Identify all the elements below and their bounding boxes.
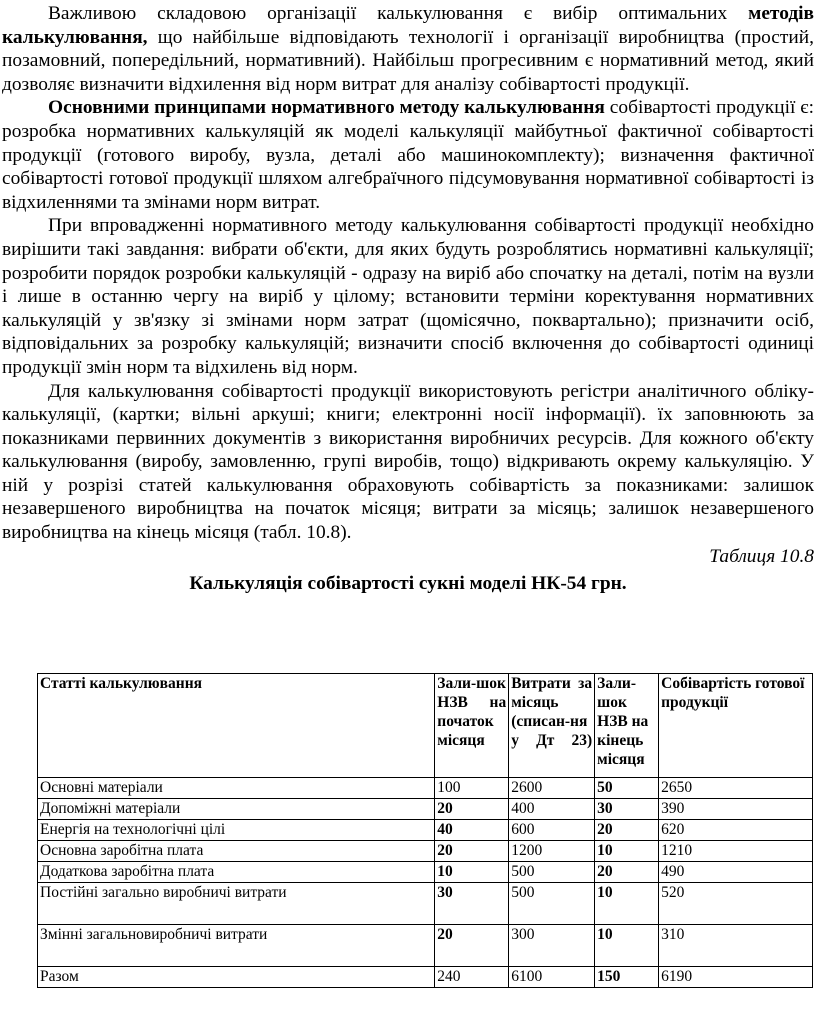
row-start: 20 (435, 841, 509, 862)
row-name: Постійні загально виробничі витрати (38, 883, 435, 925)
table-number: Таблиця 10.8 (709, 545, 814, 567)
paragraph-1-text-a: Важливою складовою організації калькулювання є вибір оптимальних (48, 3, 749, 24)
paragraph-2-bold: Основними принципами нормативного методу калькулювання (48, 97, 605, 119)
row-start: 20 (435, 799, 509, 820)
row-end: 20 (595, 862, 659, 883)
row-cost: 310 (659, 925, 813, 967)
row-start: 240 (435, 967, 509, 988)
row-spent: 300 (509, 925, 595, 967)
row-name: Основна заробітна плата (38, 841, 435, 862)
calculation-table (37, 673, 813, 988)
paragraph-2-text: собівартості продукції є: розробка нормативних калькуляцій як моделі калькуляції майбутньої фактичної собівартості продукції (готового виробу, вузла, деталі або машинокомплекту); визначення фактичної собівартості готової продукції шляхом алгебраїчного підсумовування нормативної собівартості із відхиленнями та змінами норм витрат. (2, 97, 814, 213)
row-cost: 620 (659, 820, 813, 841)
row-spent: 6100 (509, 967, 595, 988)
paragraph-1-text-c: що найбільше відповідають технології і організації виробництва (простий, позамовний, попередільний, нормативний). Найбільш прогресивним є нормативний метод, який дозволяє визначити відхилення від норм витрат для аналізу собівартості продукції. (2, 26, 814, 95)
header-wip-start: Зали-шок НЗВ на початок місяця (435, 674, 509, 778)
row-spent: 2600 (509, 778, 595, 799)
header-cost-items: Статті калькулювання (38, 674, 435, 778)
row-start: 20 (435, 925, 509, 967)
paragraph-4: Для калькулювання собівартості продукції використовують регістри аналітичного обліку-калькуляції, (картки; вільні аркуші; книги; електронні носії інформації). їх заповнюють за показниками первинних документів з використання виробничих ресурсів. Для кожного об'єкту калькулювання (виробу, замовленню, групі виробів, тощо) відкривають окрему калькуляцію. У ній у розрізі статей калькулювання обраховують собівартість за показниками: залишок незавершеного виробництва на початок місяця; витрати за місяць; залишок незавершеного виробництва на кінець місяця (табл. 10.8). (2, 380, 814, 544)
paragraph-3: При впровадженні нормативного методу калькулювання собівартості продукції необхідно вирішити такі завдання: вибрати об'єкти, для яких будуть розроблятись нормативні калькуляції; розробити порядок розробки калькуляцій - одразу на виріб або спочатку на деталі, потім на вузли і лише в останню чергу на виріб у цілому; встановити терміни коректування нормативних калькуляцій у зв'язку зі змінами норм затрат (щомісячно, поквартально); призначити осіб, відповідальних за розробку калькуляцій; визначити спосіб включення до собівартості одиниці продукції змін норм та відхилень від норм. (2, 215, 814, 378)
paragraph-1 (2, 2, 814, 96)
row-spent: 500 (509, 862, 595, 883)
row-cost: 1210 (659, 841, 813, 862)
row-start: 40 (435, 820, 509, 841)
row-end: 10 (595, 841, 659, 862)
row-end: 150 (595, 967, 659, 988)
header-spent-month: Витрати за місяць (списан-ня у Дт 23) (509, 674, 595, 778)
table-title: Калькуляція собівартості сукні моделі НК-54 грн. (189, 573, 627, 595)
row-name: Допоміжні матеріали (38, 799, 435, 820)
row-cost: 390 (659, 799, 813, 820)
row-cost: 520 (659, 883, 813, 925)
row-end: 50 (595, 778, 659, 799)
row-end: 10 (595, 925, 659, 967)
table-row (38, 862, 813, 883)
table-row (38, 883, 813, 925)
row-cost: 6190 (659, 967, 813, 988)
table-row (38, 820, 813, 841)
paragraph-2 (2, 96, 814, 214)
row-name: Енергія на технологічні цілі (38, 820, 435, 841)
row-start: 30 (435, 883, 509, 925)
row-name: Разом (38, 967, 435, 988)
paragraph-1-bold: методів калькулювання, (2, 3, 814, 48)
row-cost: 2650 (659, 778, 813, 799)
row-spent: 500 (509, 883, 595, 925)
document-page (2, 2, 814, 596)
row-name: Змінні загальновиробничі витрати (38, 925, 435, 967)
table-total-row (38, 967, 813, 988)
row-start: 100 (435, 778, 509, 799)
row-spent: 400 (509, 799, 595, 820)
row-end: 10 (595, 883, 659, 925)
row-spent: 1200 (509, 841, 595, 862)
table-row (38, 799, 813, 820)
row-end: 30 (595, 799, 659, 820)
row-cost: 490 (659, 862, 813, 883)
row-name: Додаткова заробітна плата (38, 862, 435, 883)
header-finished-cost: Собівартість готової продукції (659, 674, 813, 778)
row-spent: 600 (509, 820, 595, 841)
row-start: 10 (435, 862, 509, 883)
table-header-row (38, 674, 813, 778)
table-row (38, 925, 813, 967)
table-row (38, 778, 813, 799)
row-end: 20 (595, 820, 659, 841)
row-name: Основні матеріали (38, 778, 435, 799)
table-row (38, 841, 813, 862)
header-wip-end: Зали-шок НЗВ на кінець місяця (595, 674, 659, 778)
